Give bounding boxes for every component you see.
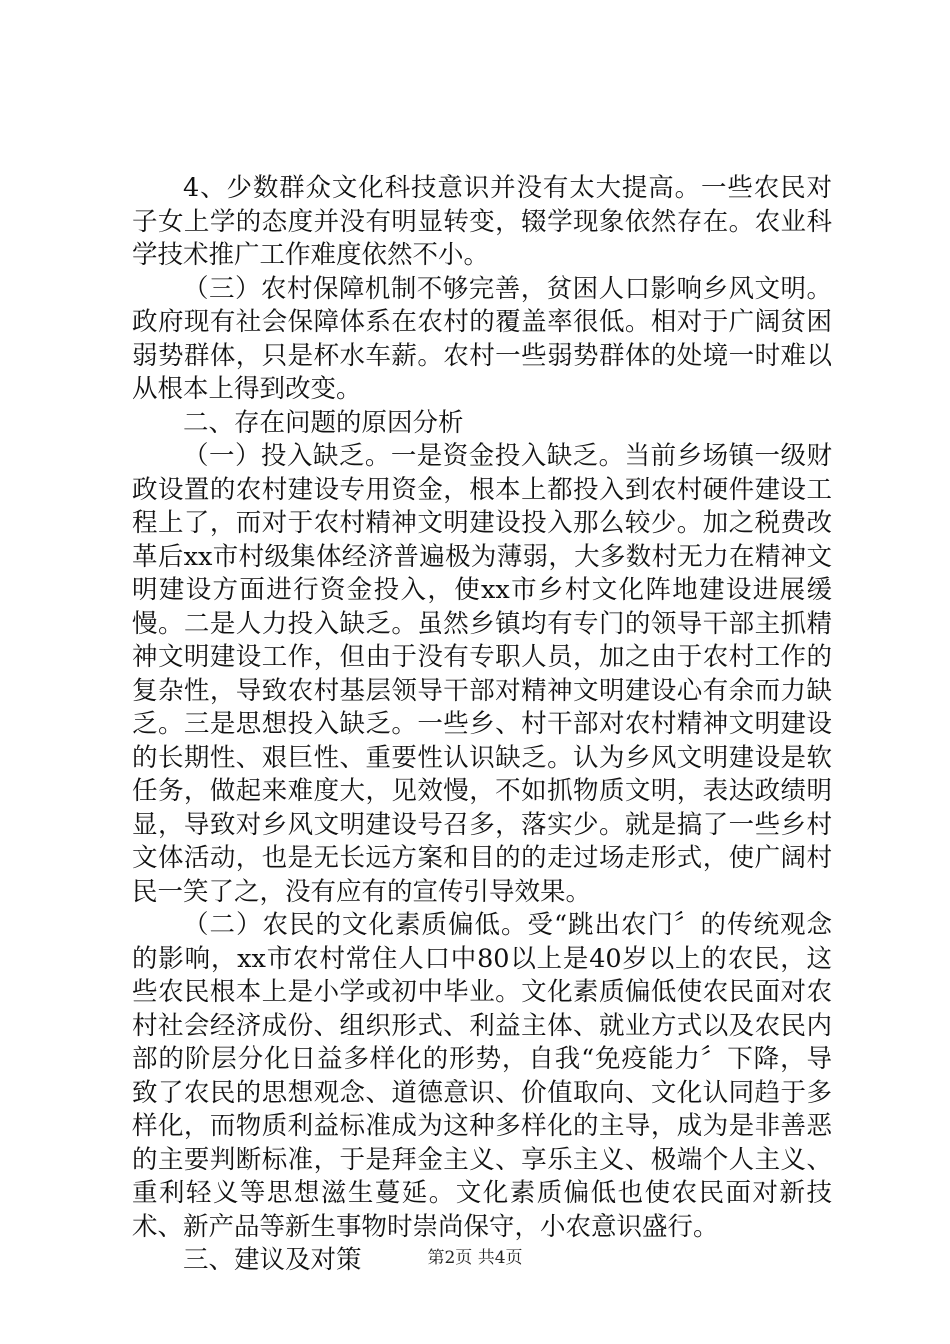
paragraph-section-3-guarantee: （三）农村保障机制不够完善，贫困人口影响乡风文明。政府现有社会保障体系在农村的覆盖率很低。相对于广阔贫困弱势群体，只是杯水车薪。农村一些弱势群体的处境一时难以从根本上得到改变。 <box>132 273 832 404</box>
section-heading-cause-analysis: 二、存在问题的原因分析 <box>183 407 464 438</box>
paragraph-cultural-quality: （二）农民的文化素质偏低。受“跳出农门〞的传统观念的影响，xx市农村常住人口中80以上是40岁以上的农民，这些农民根本上是小学或初中毕业。文化素质偏低使农民面对农村社会经济成份、组织形式、利益主体、就业方式以及农民内部的阶层分化日益多样化的形势，自我“免疫能力〞下降，导致了农民的思想观念、道德意识、价值取向、文化认同趋于多样化，而物质利益标准成为这种多样化的主导，成为是非善恶的主要判断标准，于是拜金主义、享乐主义、极端个人主义、重利轻义等思想滋生蔓延。文化素质偏低也使农民面对新技术、新产品等新生事物时崇尚保守，小农意识盛行。 <box>132 910 832 1242</box>
document-body <box>132 172 832 1278</box>
paragraph-item-4: 4、少数群众文化科技意识并没有太大提高。一些农民对子女上学的态度并没有明显转变，辍学现象依然存在。农业科学技术推广工作难度依然不小。 <box>132 173 832 270</box>
paragraph-investment-shortage: （一）投入缺乏。一是资金投入缺乏。当前乡场镇一级财政设置的农村建设专用资金，根本上都投入到农村硬件建设工程上了，而对于农村精神文明建设投入那么较少。加之税费改革后xx市村级集体经济普遍极为薄弱，大多数村无力在精神文明建设方面进行资金投入，使xx市乡村文化阵地建设进展缓慢。二是人力投入缺乏。虽然乡镇均有专门的领导干部主抓精神文明建设工作，但由于没有专职人员，加之由于农村工作的复杂性，导致农村基层领导干部对精神文明建设心有余而力缺乏。三是思想投入缺乏。一些乡、村干部对农村精神文明建设的长期性、艰巨性、重要性认识缺乏。认为乡风文明建设是软任务，做起来难度大，见效慢，不如抓物质文明，表达政绩明显，导致对乡风文明建设号召多，落实少。就是搞了一些乡村文体活动，也是无长远方案和目的的走过场走形式，使广阔村民一笑了之，没有应有的宣传引导效果。 <box>132 441 832 907</box>
section-heading-suggestions: 三、建议及对策 <box>183 1245 362 1275</box>
page-footer: 第2页 共4页 <box>427 1248 523 1268</box>
